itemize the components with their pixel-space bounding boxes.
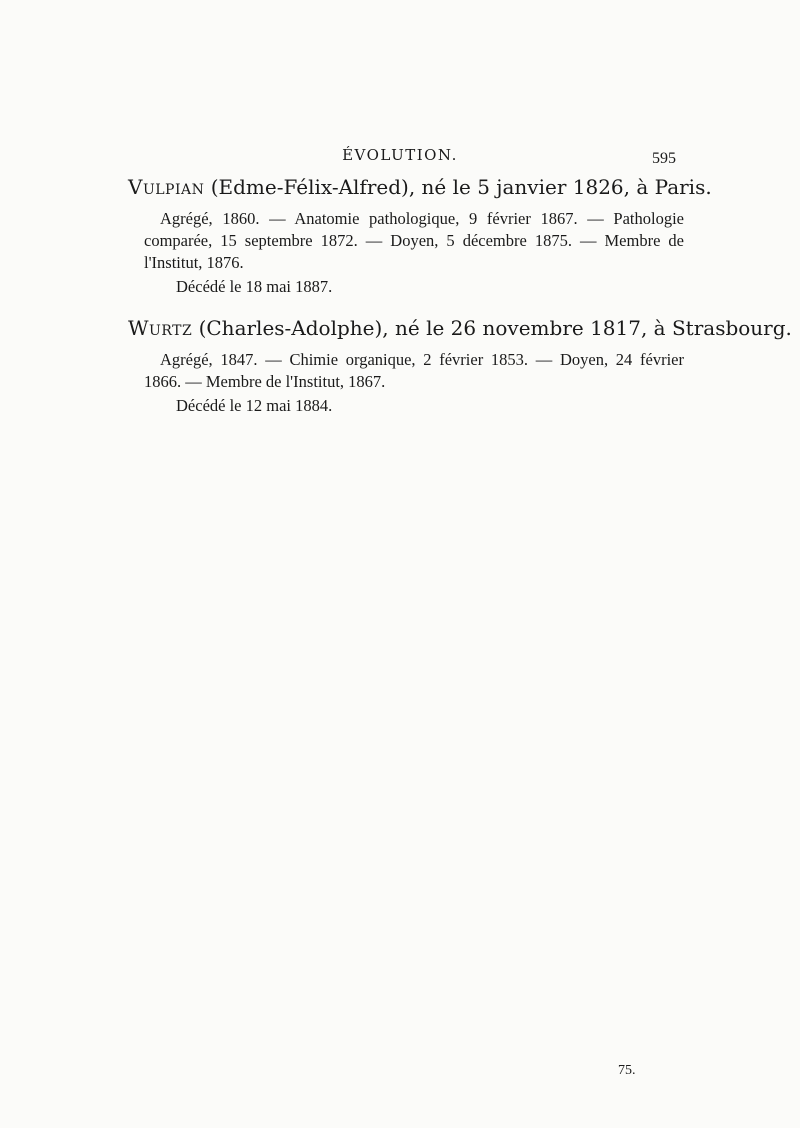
entry-surname: Vulpian [128,175,205,199]
career-text: Agrégé, 1860. — Anatomie pathologique, 9 février 1867. — Pathologie comparée, 15 septembre 1872. — Doyen, 5 décembre 1875. — Membre de l'Institut, 1876. [144,209,684,272]
entry-career [144,208,684,274]
signature-mark: 75. [618,1063,636,1078]
running-title: ÉVOLUTION. [342,146,458,164]
entry-heading [128,172,712,202]
biography-entry-wurtz [128,313,792,417]
entry-death: Décédé le 18 mai 1887. [176,277,333,296]
entry-heading [128,313,792,343]
biography-entry-vulpian [128,172,712,298]
page-number: 595 [652,150,676,167]
entry-surname: Wurtz [128,316,193,340]
entry-heading-details: (Edme-Félix-Alfred), né le 5 janvier 1826, à Paris. [204,175,712,199]
entry-heading-details: (Charles-Adolphe), né le 26 novembre 1817, à Strasbourg. [192,316,792,340]
career-text: Agrégé, 1847. — Chimie organique, 2 février 1853. — Doyen, 24 février 1866. — Membre de l'Institut, 1867. [144,350,684,391]
entry-death: Décédé le 12 mai 1884. [176,396,333,415]
entry-career [144,349,684,393]
